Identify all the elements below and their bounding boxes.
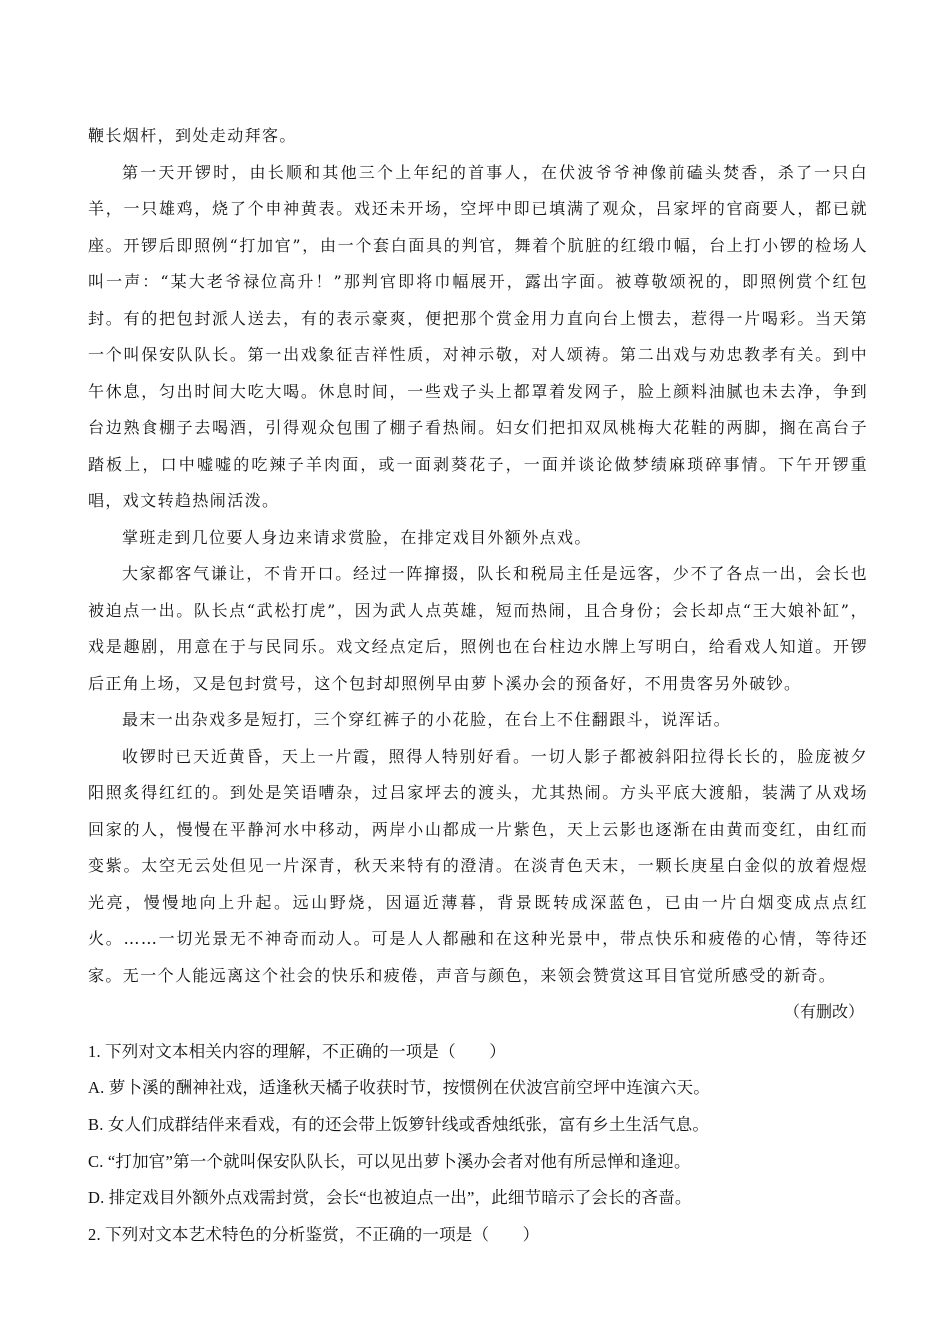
paragraph-ordering-plays: 大家都客气谦让，不肯开口。经过一阵撺掇，队长和税局主任是远客，少不了各点一出，会长也被迫点一出。队长点“武松打虎”，因为武人点英雄，短而热闹，且合身份；会长却点“王大娘补缸”，戏是趣剧，用意在于与民同乐。戏文经点定后，照例也在台柱边水牌上写明白，给看戏人知道。开锣后正角上场，又是包封赏号，这个包封却照例早由萝卜溪办会的预备好，不用贵客另外破钞。 bbox=[88, 564, 868, 693]
paragraph-first-day-opera: 第一天开锣时，由长顺和其他三个上年纪的首事人，在伏波爷爷神像前磕头焚香，杀了一只白羊，一只雄鸡，烧了个申神黄表。戏还未开场，空坪中即已填满了观众，吕家坪的官商要人，都已就座。开锣后即照例“打加官”，由一个套白面具的判官，舞着个肮脏的红缎巾幅，台上打小锣的检场人叫一声：“某大老爷禄位高升！”那判官即将巾幅展开，露出字面。被尊敬颂祝的，即照例赏个红包封。有的把包封派人送去，有的表示豪爽，便把那个赏金用力直向台上惯去，惹得一片喝彩。当天第一个叫保安队队长。第一出戏象征吉祥性质，对神示敬，对人颂祷。第二出戏与劝忠教孝有关。到中午休息，匀出时间大吃大喝。休息时间，一些戏子头上都罩着发网子，脸上颜料油腻也未去净，争到台边熟食棚子去喝酒，引得观众包围了棚子看热闹。妇女们把扣双凤桃梅大花鞋的两脚，搁在高台子踏板上，口中嘘嘘的吃辣子羊肉面，或一面剥葵花子，一面并谈论做梦绩麻琐碎事情。下午开锣重唱，戏文转趋热闹活泼。 bbox=[88, 162, 868, 510]
paragraph-last-play: 最末一出杂戏多是短打，三个穿红裤子的小花脸，在台上不住翻跟斗，说浑话。 bbox=[122, 710, 732, 729]
paragraph-troupe-leader: 掌班走到几位要人身边来请求赏脸，在排定戏目外额外点戏。 bbox=[122, 527, 592, 547]
document-page bbox=[88, 118, 868, 1254]
paragraph-continuation: 鞭长烟杆，到处走动拜客。 bbox=[88, 126, 297, 145]
question-1-option-a: A. 萝卜溪的酬神社戏，适逢秋天橘子收获时节，按惯例在伏波宫前空坪中连演六天。 bbox=[88, 1078, 710, 1098]
question-1-option-c: C. “打加官”第一个就叫保安队队长，可以见出萝卜溪办会者对他有所忌惮和逢迎。 bbox=[88, 1151, 691, 1171]
question-section bbox=[88, 1034, 868, 1254]
question-1-stem: 1. 下列对文本相关内容的理解，不正确的一项是（ ） bbox=[88, 1041, 506, 1061]
question-1-option-b: B. 女人们成群结伴来看戏，有的还会带上饭箩针线或香烛纸张，富有乡土生活气息。 bbox=[88, 1114, 710, 1134]
paragraph-dusk-scene: 收锣时已天近黄昏，天上一片霞，照得人特别好看。一切人影子都被斜阳拉得长长的，脸庞被夕阳照炙得红红的。到处是笑语嘈杂，过吕家坪去的渡头，尤其热闹。方头平底大渡船，装满了从戏场回家的人，慢慢在平静河水中移动，两岸小山都成一片紫色，天上云影也逐渐在由黄而变红，由红而变紫。太空无云处但见一片深青，秋天来特有的澄清。在淡青色天末，一颗长庚星白金似的放着煜煜光亮，慢慢地向上升起。远山野烧，因逼近薄暮，背景既转成深蓝色，已由一片白烟变成点点红火。……一切光景无不神奇而动人。可是人人都融和在这种光景中，带点快乐和疲倦的心情，等待还家。无一个人能远离这个社会的快乐和疲倦，声音与颜色，来领会赞赏这耳目官觉所感受的新奇。 bbox=[88, 746, 868, 985]
question-2-stem: 2. 下列对文本艺术特色的分析鉴赏，不正确的一项是（ ） bbox=[88, 1225, 540, 1245]
source-note: （有删改） bbox=[783, 1002, 864, 1021]
article-body bbox=[88, 118, 868, 1031]
question-1-option-d: D. 排定戏目外额外点戏需封赏，会长“也被迫点一出”，此细节暗示了会长的吝啬。 bbox=[88, 1188, 692, 1208]
